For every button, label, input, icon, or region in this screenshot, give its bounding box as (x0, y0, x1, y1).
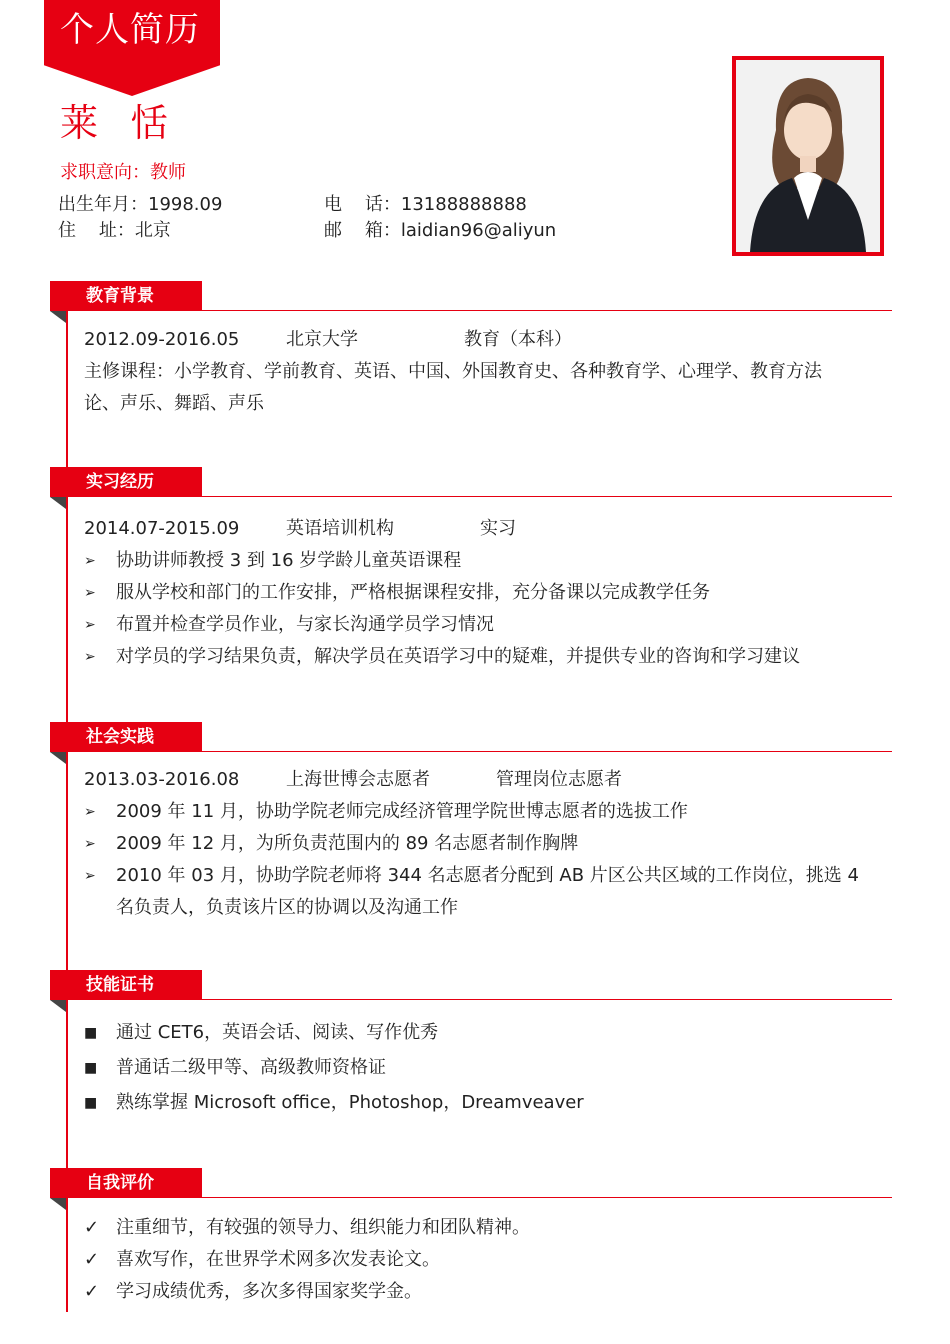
square-bullet-icon: ■ (84, 1025, 98, 1041)
practice-item: 2009 年 12 月，为所负责范围内的 89 名志愿者制作胸牌 (116, 833, 579, 854)
internship-item: 协助讲师教授 3 到 16 岁学龄儿童英语课程 (116, 550, 462, 571)
practice-org: 上海世博会志愿者 (286, 769, 430, 790)
education-courses: 主修课程：小学教育、学前教育、英语、中国、外国教育史、各种教育学、心理学、教育方法 (84, 361, 822, 382)
ribbon-fold (50, 311, 66, 323)
internship-role: 实习 (480, 518, 516, 539)
check-bullet-icon: ✓ (84, 1217, 100, 1238)
arrow-bullet-icon: ➢ (84, 617, 96, 633)
ribbon-fold (50, 1198, 66, 1210)
email: 邮 箱：laidian96@aliyun (324, 220, 557, 241)
section-divider (202, 751, 892, 752)
arrow-bullet-icon: ➢ (84, 553, 96, 569)
practice-item: 2010 年 03 月，协助学院老师将 344 名志愿者分配到 AB 片区公共区域的工作岗位，挑选 4 (116, 865, 859, 886)
self-item: 学习成绩优秀，多次多得国家奖学金。 (116, 1281, 422, 1302)
skill-item: 通过 CET6，英语会话、阅读、写作优秀 (116, 1022, 439, 1043)
self-item: 注重细节，有较强的领导力、组织能力和团队精神。 (116, 1217, 530, 1238)
birth-date: 出生年月：1998.09 (58, 194, 223, 215)
section-divider (202, 1197, 892, 1198)
check-bullet-icon: ✓ (84, 1281, 100, 1302)
section-practice-title: 社会实践 (50, 722, 202, 752)
practice-item: 2009 年 11 月，协助学院老师完成经济管理学院世博志愿者的选拔工作 (116, 801, 688, 822)
practice-item-cont: 名负责人，负责该片区的协调以及沟通工作 (116, 897, 458, 918)
section-skills-title: 技能证书 (50, 970, 202, 1000)
education-school: 北京大学 (286, 329, 358, 350)
portrait-image (736, 60, 880, 252)
timeline-rule (66, 309, 68, 1312)
practice-period: 2013.03-2016.08 (84, 769, 240, 790)
profile-photo (732, 56, 884, 256)
section-education-title: 教育背景 (50, 281, 202, 311)
section-divider (202, 999, 892, 1000)
arrow-bullet-icon: ➢ (84, 836, 96, 852)
internship-org: 英语培训机构 (286, 518, 394, 539)
education-period: 2012.09-2016.05 (84, 329, 240, 350)
square-bullet-icon: ■ (84, 1095, 98, 1111)
ribbon-fold (50, 752, 66, 764)
arrow-bullet-icon: ➢ (84, 868, 96, 884)
phone: 电 话：13188888888 (324, 194, 527, 215)
page-title: 个人简历 (60, 10, 200, 50)
internship-item: 对学员的学习结果负责，解决学员在英语学习中的疑难，并提供专业的咨询和学习建议 (116, 646, 800, 667)
internship-item: 布置并检查学员作业，与家长沟通学员学习情况 (116, 614, 494, 635)
job-intent: 求职意向：教师 (60, 162, 186, 183)
internship-period: 2014.07-2015.09 (84, 518, 240, 539)
check-bullet-icon: ✓ (84, 1249, 100, 1270)
arrow-bullet-icon: ➢ (84, 649, 96, 665)
ribbon-fold (50, 497, 66, 509)
skill-item: 普通话二级甲等、高级教师资格证 (116, 1057, 386, 1078)
section-internship-title: 实习经历 (50, 467, 202, 497)
arrow-bullet-icon: ➢ (84, 804, 96, 820)
self-item: 喜欢写作，在世界学术网多次发表论文。 (116, 1249, 440, 1270)
skill-item: 熟练掌握 Microsoft office，Photoshop，Dreamveaver (116, 1092, 584, 1113)
arrow-bullet-icon: ➢ (84, 585, 96, 601)
education-courses-cont: 论、声乐、舞蹈、声乐 (84, 393, 264, 414)
section-divider (202, 310, 892, 311)
address: 住 址：北京 (58, 220, 171, 241)
section-divider (202, 496, 892, 497)
ribbon-fold (50, 1000, 66, 1012)
square-bullet-icon: ■ (84, 1060, 98, 1076)
section-self-title: 自我评价 (50, 1168, 202, 1198)
education-major: 教育（本科） (464, 329, 572, 350)
candidate-name: 莱 恬 (60, 101, 179, 145)
practice-role: 管理岗位志愿者 (496, 769, 622, 790)
internship-item: 服从学校和部门的工作安排，严格根据课程安排，充分备课以完成教学任务 (116, 582, 710, 603)
